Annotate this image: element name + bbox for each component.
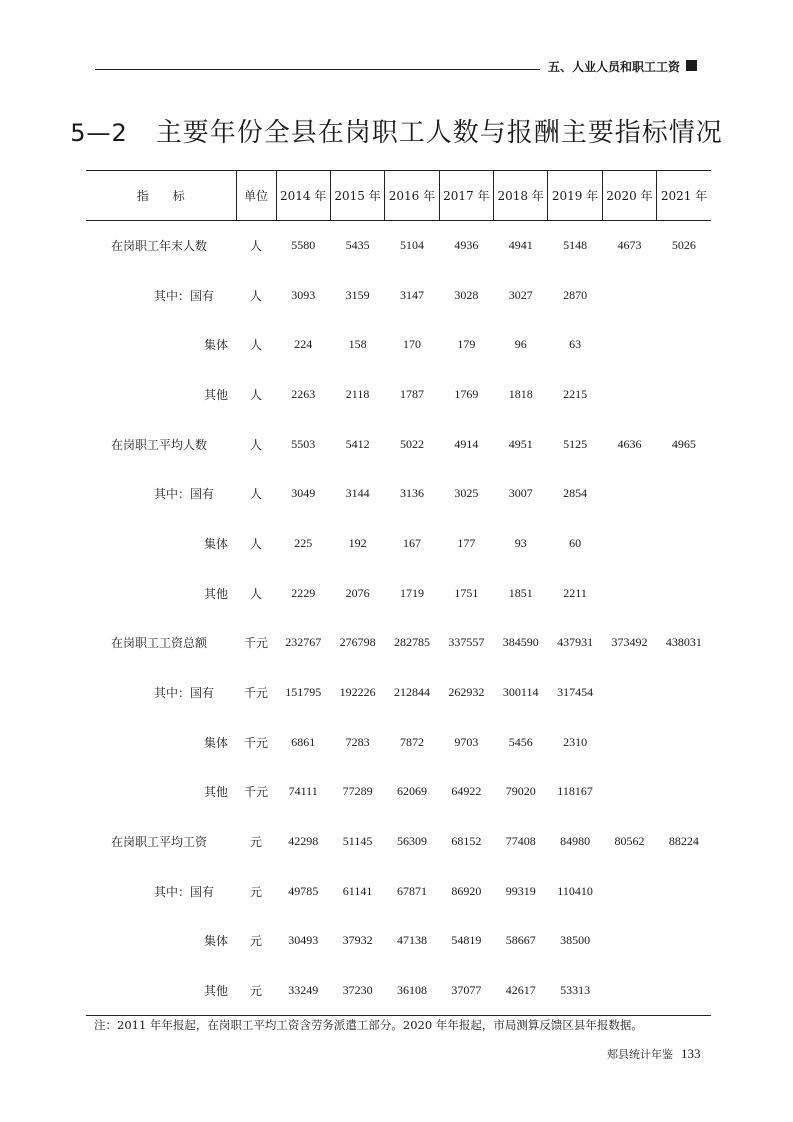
row-indicator-label: 集体: [204, 735, 229, 750]
table-cell: 212844: [393, 685, 430, 700]
row-unit: 人: [249, 288, 262, 303]
page-title: [0, 112, 793, 149]
table-cell: 3025: [454, 486, 479, 501]
header-year: 2020 年: [602, 171, 656, 221]
table-cell: 63: [569, 337, 582, 352]
table-cell: 438031: [665, 635, 702, 650]
table-cell: 3028: [454, 287, 479, 302]
row-indicator-label: 在岗职工工资总额: [111, 636, 208, 651]
row-unit: 人: [249, 437, 262, 452]
table-cell: 5148: [563, 238, 588, 253]
table-footnote: 注：2011 年年报起，在岗职工平均工资含劳务派遣工部分。2020 年年报起，市局测算反馈区县年报数据。: [94, 1018, 643, 1032]
table-cell: [657, 519, 711, 569]
table-cell: 1851: [508, 585, 533, 600]
table-cell: [657, 767, 711, 817]
table-cell: 56309: [396, 834, 427, 849]
row-unit: 人: [249, 387, 262, 402]
table-cell: 384590: [502, 635, 539, 650]
table-row: [86, 419, 711, 469]
table-number: 5—2: [70, 119, 128, 147]
table-cell: [657, 668, 711, 718]
table-cell: [602, 717, 656, 767]
table-cell: 192: [348, 535, 367, 550]
table-cell: 2854: [563, 486, 588, 501]
table-cell: 2229: [291, 585, 316, 600]
table-cell: 177: [457, 535, 476, 550]
table-cell: 232767: [285, 635, 322, 650]
table-cell: 5104: [399, 238, 424, 253]
table-row: [86, 717, 711, 767]
table-cell: 88224: [668, 834, 699, 849]
table-cell: 2076: [345, 585, 370, 600]
table-cell: 5456: [508, 734, 533, 749]
table-cell: 79020: [505, 784, 536, 799]
table-cell: 5503: [291, 436, 316, 451]
row-indicator-label: 集体: [204, 536, 229, 551]
table-cell: 99319: [505, 883, 536, 898]
row-unit: 元: [236, 966, 276, 1016]
header-year: 2015 年: [330, 171, 384, 221]
table-cell: 282785: [393, 635, 430, 650]
table-title-text: 主要年份全县在岗职工人数与报酬主要指标情况: [155, 118, 723, 148]
table-cell: 64922: [451, 784, 482, 799]
header-rule: [95, 69, 540, 70]
table-cell: [602, 966, 656, 1016]
table-cell: 158: [348, 337, 367, 352]
row-indicator-label: 集体: [204, 934, 229, 949]
row-indicator-label: 其他: [204, 785, 229, 800]
table-cell: 7283: [345, 734, 370, 749]
table-row: [86, 966, 711, 1016]
table-cell: [602, 767, 656, 817]
table-cell: 3144: [345, 486, 370, 501]
table-row: [86, 221, 711, 271]
table-cell: 5026: [671, 238, 696, 253]
row-indicator-label: 集体: [204, 338, 229, 353]
table-row: [86, 668, 711, 718]
table-row: [86, 817, 711, 867]
table-cell: 118167: [557, 784, 593, 799]
chapter-square-marker: [686, 60, 697, 71]
table-cell: 61141: [342, 883, 373, 898]
table-cell: 5412: [345, 436, 370, 451]
table-cell: 317454: [557, 685, 594, 700]
row-unit: 人: [249, 487, 262, 502]
table-cell: 54819: [451, 933, 482, 948]
table-cell: 58667: [505, 933, 536, 948]
row-indicator-label: 其中：国有: [154, 884, 215, 899]
table-row: [86, 469, 711, 519]
table-cell: 4951: [508, 436, 533, 451]
row-unit: 人: [249, 239, 262, 254]
table-cell: 60: [569, 535, 582, 550]
table-cell: [602, 370, 656, 420]
table-cell: [657, 469, 711, 519]
table-cell: 42617: [494, 966, 548, 1016]
table-cell: 5022: [399, 436, 424, 451]
row-indicator-label: 在岗职工平均工资: [111, 835, 208, 850]
header-indicator: 指标: [86, 171, 236, 221]
table-row: [86, 370, 711, 420]
table-cell: [602, 866, 656, 916]
table-cell: [657, 866, 711, 916]
header-year: 2017 年: [439, 171, 493, 221]
row-indicator-label: 其他: [204, 586, 229, 601]
table-cell: [602, 469, 656, 519]
table-cell: 4941: [508, 238, 533, 253]
table-cell: 1751: [454, 585, 479, 600]
table-cell: 42298: [288, 834, 319, 849]
header-year: 2018 年: [494, 171, 548, 221]
table-cell: 93: [514, 535, 527, 550]
table-cell: 4914: [454, 436, 479, 451]
table-cell: 5435: [345, 238, 370, 253]
page-footer: [607, 1046, 701, 1062]
row-unit: 元: [249, 934, 262, 949]
table-cell: 36108: [385, 966, 439, 1016]
table-cell: 4965: [671, 436, 696, 451]
table-cell: 37077: [439, 966, 493, 1016]
table-cell: 2310: [563, 734, 588, 749]
row-unit: 人: [249, 338, 262, 353]
table-row: [86, 519, 711, 569]
table-cell: 30493: [288, 933, 319, 948]
table-cell: 3049: [291, 486, 316, 501]
table-cell: 225: [294, 535, 313, 550]
table-cell: 110410: [557, 883, 593, 898]
table-cell: 67871: [396, 883, 427, 898]
table-cell: 47138: [396, 933, 427, 948]
table-cell: 80562: [614, 834, 645, 849]
table-cell: [657, 370, 711, 420]
statistics-table: [86, 170, 711, 1016]
table-cell: 77289: [342, 784, 373, 799]
table-cell: 77408: [505, 834, 536, 849]
table-cell: 7872: [399, 734, 424, 749]
row-unit: 元: [249, 835, 262, 850]
table-cell: [602, 320, 656, 370]
table-cell: 437931: [557, 635, 594, 650]
row-indicator-label: 其中：国有: [154, 288, 215, 303]
table-cell: 1818: [508, 386, 533, 401]
table-cell: 33249: [276, 966, 330, 1016]
table-row: [86, 916, 711, 966]
book-title: 郏县统计年鉴: [607, 1048, 673, 1061]
table-cell: 170: [402, 337, 421, 352]
table-cell: 337557: [448, 635, 485, 650]
table-cell: 38500: [560, 933, 591, 948]
table-cell: 3159: [345, 287, 370, 302]
row-indicator-label: 在岗职工年末人数: [111, 239, 208, 254]
table-cell: 3007: [508, 486, 533, 501]
row-unit: 千元: [243, 735, 268, 750]
table-cell: 5125: [563, 436, 588, 451]
table-cell: 4673: [617, 238, 642, 253]
header-year: 2014 年: [276, 171, 330, 221]
table-cell: 1787: [399, 386, 424, 401]
header-year: 2021 年: [657, 171, 711, 221]
row-indicator-label: 其中：国有: [154, 487, 215, 502]
table-cell: 68152: [451, 834, 482, 849]
table-cell: 37230: [330, 966, 384, 1016]
table-cell: [657, 270, 711, 320]
table-row: [86, 618, 711, 668]
table-cell: 49785: [288, 883, 319, 898]
table-cell: [657, 966, 711, 1016]
table-cell: 53313: [548, 966, 602, 1016]
table-cell: 96: [514, 337, 527, 352]
table-cell: [657, 568, 711, 618]
table-cell: [602, 270, 656, 320]
table-cell: [657, 320, 711, 370]
page-number: 133: [681, 1046, 701, 1061]
row-unit: 人: [249, 586, 262, 601]
row-indicator-label: 其他: [86, 966, 236, 1016]
header-year: 2016 年: [385, 171, 439, 221]
table-cell: 3136: [399, 486, 424, 501]
table-cell: 1719: [399, 585, 424, 600]
row-unit: 千元: [243, 686, 268, 701]
table-row: [86, 866, 711, 916]
table-cell: 373492: [611, 635, 648, 650]
table-cell: 276798: [339, 635, 376, 650]
table-cell: 9703: [454, 734, 479, 749]
table-cell: 3027: [508, 287, 533, 302]
table-body: [86, 221, 711, 1016]
row-indicator-label: 其中：国有: [154, 686, 215, 701]
table-cell: 167: [402, 535, 421, 550]
table-cell: 2118: [345, 386, 370, 401]
row-indicator-label: 在岗职工平均人数: [111, 437, 208, 452]
table-cell: 2263: [291, 386, 316, 401]
table-cell: 37932: [342, 933, 373, 948]
table-cell: 6861: [291, 734, 316, 749]
table-cell: 5580: [291, 238, 316, 253]
table-cell: 224: [294, 337, 313, 352]
table-cell: 84980: [560, 834, 591, 849]
table-cell: 192226: [339, 685, 376, 700]
table-cell: 4936: [454, 238, 479, 253]
table-cell: 3147: [399, 287, 424, 302]
row-unit: 人: [249, 536, 262, 551]
header-unit: 单位: [236, 171, 276, 221]
table-cell: [657, 916, 711, 966]
table-cell: [602, 568, 656, 618]
table-cell: 2215: [563, 386, 588, 401]
row-indicator-label: 其他: [204, 387, 229, 402]
table-cell: 51145: [342, 834, 373, 849]
table-cell: 2211: [563, 585, 587, 600]
table-cell: 300114: [502, 685, 539, 700]
table-cell: 2870: [563, 287, 588, 302]
table-cell: 1769: [454, 386, 479, 401]
table-cell: [602, 519, 656, 569]
table-cell: [657, 717, 711, 767]
table-header-row: [86, 171, 711, 221]
table-cell: 74111: [288, 784, 318, 799]
table-row: [86, 320, 711, 370]
table-cell: 262932: [448, 685, 485, 700]
table-cell: 151795: [285, 685, 322, 700]
table-cell: 3093: [291, 287, 316, 302]
chapter-heading: 五、人业人员和职工工资: [548, 60, 681, 74]
row-unit: 元: [249, 884, 262, 899]
header-year: 2019 年: [548, 171, 602, 221]
table-cell: [602, 916, 656, 966]
row-unit: 千元: [243, 785, 268, 800]
table-cell: 179: [457, 337, 476, 352]
table-row: [86, 568, 711, 618]
table-cell: 62069: [396, 784, 427, 799]
table-row: [86, 767, 711, 817]
table-cell: 86920: [451, 883, 482, 898]
row-unit: 千元: [243, 636, 268, 651]
table-row: [86, 270, 711, 320]
table-cell: [602, 668, 656, 718]
table-cell: 4636: [617, 436, 642, 451]
